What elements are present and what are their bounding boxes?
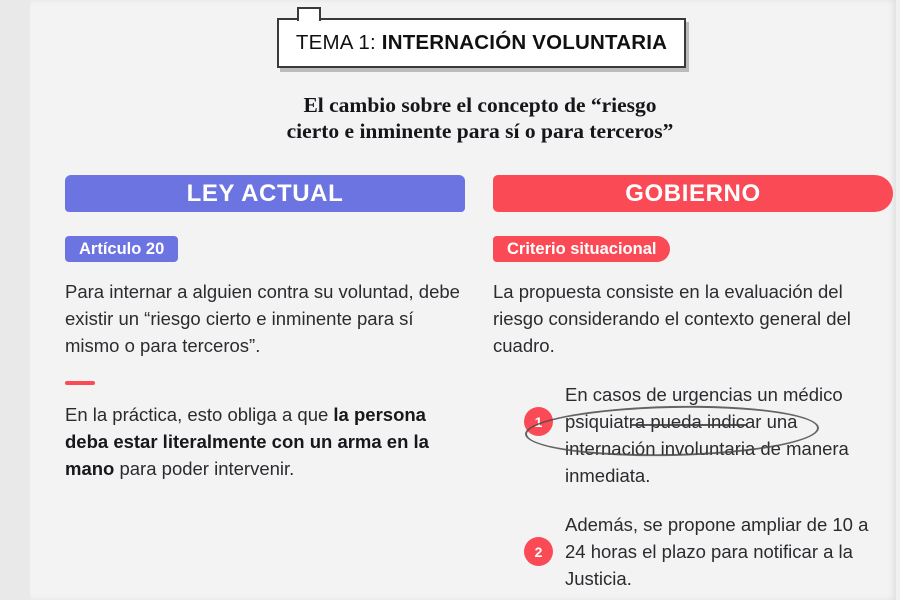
subtitle-line-2: cierto e inminente para sí o para terceros” [286, 119, 674, 143]
page-title [296, 31, 667, 55]
list-number-badge: 2 [524, 537, 553, 566]
column-header-left: LEY ACTUAL [65, 175, 465, 212]
left-paragraph-2-pre: En la práctica, esto obliga a que [65, 404, 334, 425]
left-paragraph-1: Para internar a alguien contra su voluntad, debe existir un “riesgo cierto e inminente para sí mismo o para terceros”. [65, 281, 460, 356]
content-card [30, 0, 896, 600]
list-item [493, 511, 893, 592]
topic-title-tag [277, 18, 686, 68]
right-paragraph-1: La propuesta consiste en la evaluación del riesgo considerando el contexto general del cuadro. [493, 281, 851, 356]
left-paragraph-2-bold: la persona deba estar literalmente con un arma en la mano [65, 404, 429, 479]
chip-articulo-20: Artículo 20 [65, 236, 178, 262]
chip-criterio-situacional: Criterio situacional [493, 236, 670, 262]
left-paragraph-2-post: para poder intervenir. [114, 458, 295, 479]
list-item-text: Además, se propone ampliar de 10 a 24 horas el plazo para notificar a la Justicia. [565, 514, 869, 589]
list-item-text: En casos de urgencias un médico psiquiatra pueda indicar una internación involuntaria de manera inmediata. [565, 384, 849, 486]
title-lead: TEMA 1: [295, 31, 376, 54]
subtitle-line-1: El cambio sobre el concepto de “riesgo [303, 93, 657, 117]
title-strong: INTERNACIÓN VOLUNTARIA [381, 31, 668, 54]
left-paragraph-2 [65, 401, 465, 482]
list-item [493, 381, 893, 489]
subtitle [30, 92, 900, 144]
column-header-right: GOBIERNO [493, 175, 893, 212]
column-gobierno [493, 175, 893, 592]
list-number-badge: 1 [524, 407, 553, 436]
left-divider [65, 381, 95, 385]
column-ley-actual [65, 175, 465, 482]
tag-flag-decoration [297, 7, 321, 21]
left-edge-strip [0, 0, 30, 600]
